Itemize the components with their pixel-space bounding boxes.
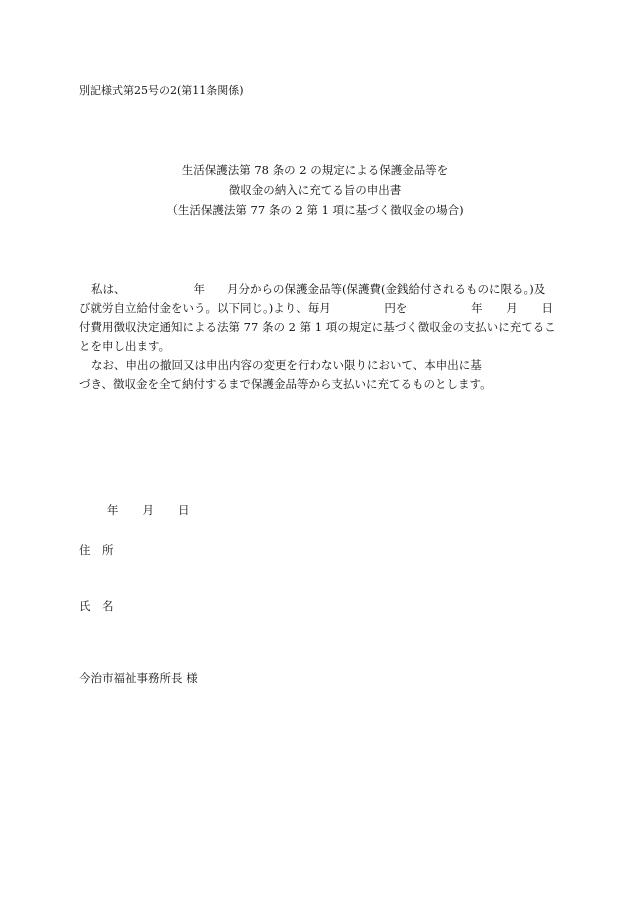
body-line-5 — [79, 356, 553, 375]
body-line-6: づき、徴収金を全て納付するまで保護金品等から支払いに充てるものとします。 — [79, 377, 492, 391]
decision-month-label: 月 — [506, 301, 518, 315]
body-line-2 — [79, 299, 553, 318]
date-day-label: 日 — [178, 503, 190, 517]
withdrawal-text: なお、申出の撤回又は申出内容の変更を行わない限りにおいて、本申出に基 — [91, 358, 482, 372]
start-month-text: 月分からの保護金品等(保護費(金銭給付されるものに限る。)及 — [227, 282, 546, 296]
decision-day-label: 日 — [541, 301, 553, 315]
declarant-intro: 私は、 — [91, 282, 126, 296]
title-line-3: （生活保護法第 77 条の 2 第 1 項に基づく徴収金の場合) — [166, 203, 464, 217]
address-label: 住 所 — [79, 543, 114, 557]
yen-label: 円を — [384, 301, 408, 315]
form-number: 別記様式第25号の2(第11条関係) — [79, 84, 244, 97]
decision-year-label: 年 — [471, 301, 483, 315]
title-line-1: 生活保護法第 78 条の 2 の規定による保護金品等を — [181, 163, 449, 177]
body-line-3: 付費用徴収決定通知による法第 77 条の 2 第 1 項の規定に基づく徴収金の支払いに充てるこ — [79, 320, 556, 334]
declaration-body — [79, 280, 556, 394]
monthly-text: び就労自立給付金をいう。以下同じ。)より、毎月 — [79, 301, 331, 315]
body-line-1 — [79, 280, 553, 299]
body-line-4: とを申し出ます。 — [79, 339, 171, 353]
document-title — [0, 160, 630, 220]
recipient: 今治市福祉事務所長 様 — [79, 671, 198, 685]
start-year-label: 年 — [193, 282, 205, 296]
name-label: 氏 名 — [79, 599, 114, 613]
date-month-label: 月 — [142, 503, 154, 517]
title-line-2: 徴収金の納入に充てる旨の申出書 — [228, 183, 402, 197]
date-year-label: 年 — [107, 503, 119, 517]
application-date — [79, 502, 190, 518]
